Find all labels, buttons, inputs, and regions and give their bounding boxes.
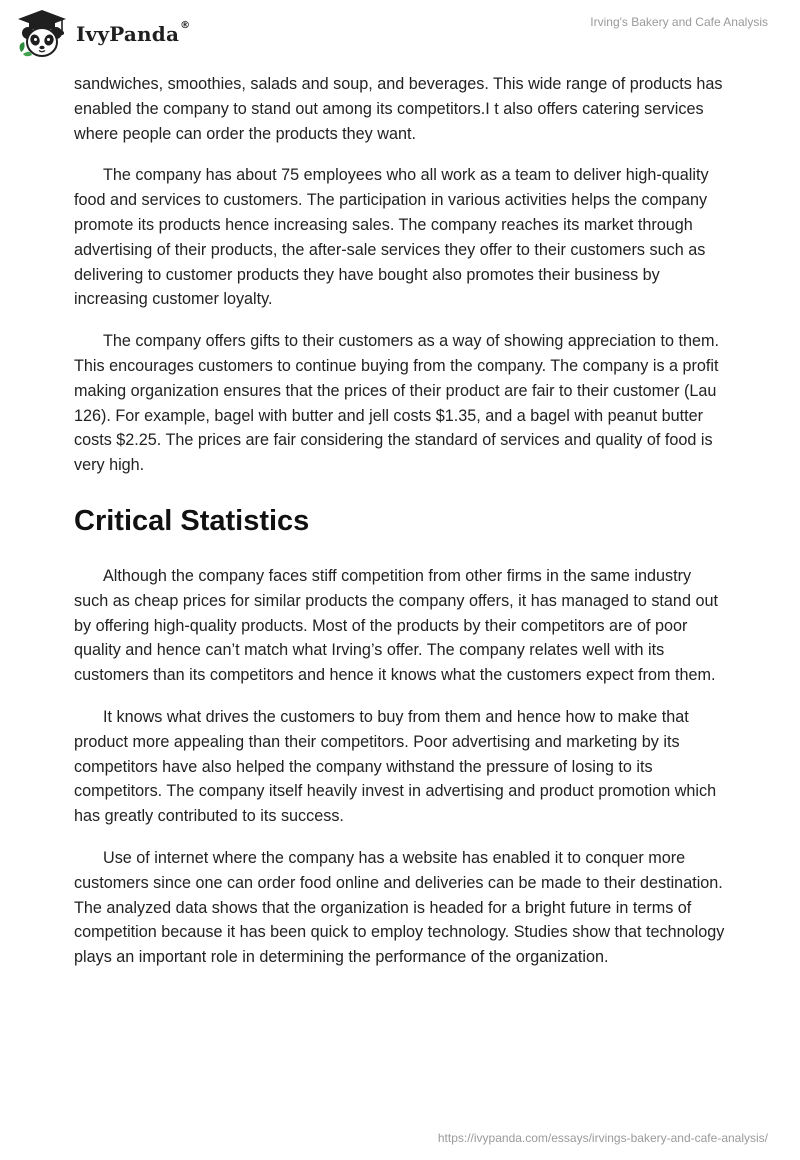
paragraph: The company offers gifts to their customers as a way of showing appreciation to them. This encourages customers to continue buying from the company. The company is a profit making organization ensures that the prices of their product are fair to their customer (Lau 126). For example, bagel with butter and jell costs $1.35, and a bagel with peanut butter costs $2.25. The prices are fair considering the standard of services and quality of food is very high.: [74, 332, 720, 475]
paragraph: Although the company faces stiff competition from other firms in the same industry such as cheap prices for similar products the company offers, it has managed to stand out by offering high-quality products. Most of the products by their competitors are of poor quality and hence can’t match what Irving’s offer. The company relates well with its customers than its competitors and hence it knows what the customers expect from them.: [74, 566, 718, 685]
paragraph: It knows what drives the customers to buy from them and hence how to make that product more appealing than their competitors. Poor advertising and marketing by its competitors have also helped the company withstand the pressure of losing to its competitors. The company itself heavily invest in advertising and product promotion which has greatly contributed to its success.: [74, 707, 717, 826]
source-url[interactable]: https://ivypanda.com/essays/irvings-bakery-and-cafe-analysis/: [437, 1131, 768, 1145]
brand-name: IvyPanda®: [76, 20, 191, 46]
brand-logo[interactable]: [14, 8, 190, 60]
document-title: Irving's Bakery and Cafe Analysis: [590, 15, 768, 29]
section-heading: Critical Statistics: [74, 504, 310, 537]
panda-graduate-icon: [14, 8, 70, 60]
registered-mark: ®: [180, 20, 191, 31]
paragraph: Use of internet where the company has a website has enabled it to conquer more customers since one can order food online and deliveries can be made to their destination. The analyzed data shows that the organization is headed for a bright future in terms of competition because it has been quick to employ technology. Studies show that technology plays an important role in determining the performance of the organization.: [74, 848, 725, 967]
paragraph: The company has about 75 employees who all work as a team to deliver high-quality food and services to customers. The participation in various activities helps the company promote its products hence increasing sales. The company reaches its market through advertising of their products, the after-sale services they offer to their customers such as delivering to customer products they have bought also promotes their business by increasing customer loyalty.: [74, 166, 709, 309]
paragraph: sandwiches, smoothies, salads and soup, and beverages. This wide range of products has enabled the company to stand out among its competitors.I t also offers catering services where people can order the products they want.: [74, 75, 723, 143]
page-header: [0, 0, 800, 70]
essay-body: [74, 72, 728, 987]
